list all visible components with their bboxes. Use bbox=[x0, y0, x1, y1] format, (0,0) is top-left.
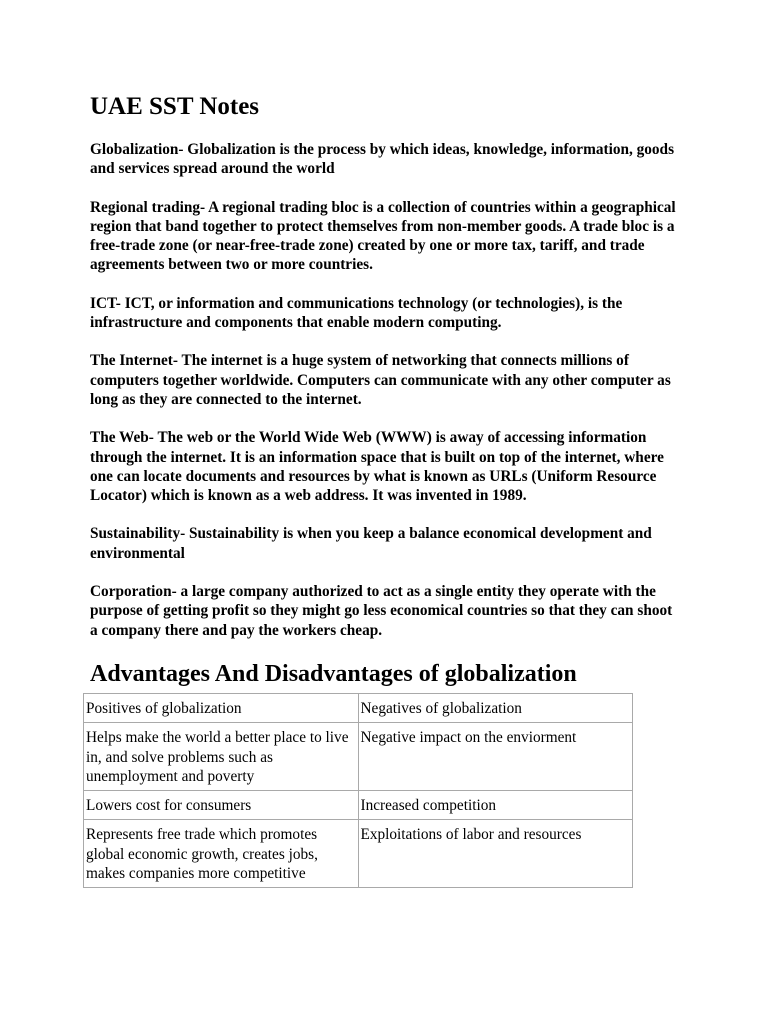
table-row bbox=[84, 791, 633, 820]
table-header-cell: Positives of globalization bbox=[84, 693, 359, 722]
table-row bbox=[84, 723, 633, 791]
section-heading: Advantages And Disadvantages of globalization bbox=[90, 660, 577, 687]
paragraph-internet: The Internet- The internet is a huge system of networking that connects millions of computers together worldwide. Computers can communicate with any other computer as long as they are connected to the internet. bbox=[90, 352, 671, 408]
paragraph-sustainability: Sustainability- Sustainability is when you keep a balance economical development and environmental bbox=[90, 525, 652, 562]
table-cell: Lowers cost for consumers bbox=[84, 791, 359, 820]
paragraph-ict: ICT- ICT, or information and communications technology (or technologies), is the infrastructure and components that enable modern computing. bbox=[90, 294, 623, 332]
paragraph-regional-trading: Regional trading- A regional trading bloc is a collection of countries within a geographical region that band together to protect themselves from non-member goods. A trade bloc is a free-trade zone (or near-free-trade zone) created by one or more tax, tariff, and trade agreements between two or more countries. bbox=[90, 198, 676, 274]
paragraph-web: The Web- The web or the World Wide Web (WWW) is away of accessing information through the internet. It is an information space that is built on top of the internet, where one can locate documents and resources by what is known as URLs (Uniform Resource Locator) which is known as a web address. It was invented in 1989. bbox=[90, 429, 664, 505]
table-header-row bbox=[84, 693, 633, 722]
table-cell: Exploitations of labor and resources bbox=[358, 820, 633, 888]
globalization-table bbox=[83, 693, 633, 888]
table-cell: Negative impact on the enviorment bbox=[358, 723, 633, 791]
table-cell: Represents free trade which promotes global economic growth, creates jobs, makes companies more competitive bbox=[84, 820, 359, 888]
table-cell: Increased competition bbox=[358, 791, 633, 820]
table-cell: Helps make the world a better place to live in, and solve problems such as unemployment and poverty bbox=[84, 723, 359, 791]
paragraph-globalization: Globalization- Globalization is the process by which ideas, knowledge, information, goods and services spread around the world bbox=[90, 141, 675, 178]
table-row bbox=[84, 820, 633, 888]
document-page bbox=[86, 92, 680, 888]
page-title: UAE SST Notes bbox=[90, 93, 260, 120]
paragraph-corporation: Corporation- a large company authorized to act as a single entity they operate with the purpose of getting profit so they might go less economical countries so that they can shoot a company there and pay the workers cheap. bbox=[90, 583, 673, 639]
table-header-cell: Negatives of globalization bbox=[358, 693, 633, 722]
